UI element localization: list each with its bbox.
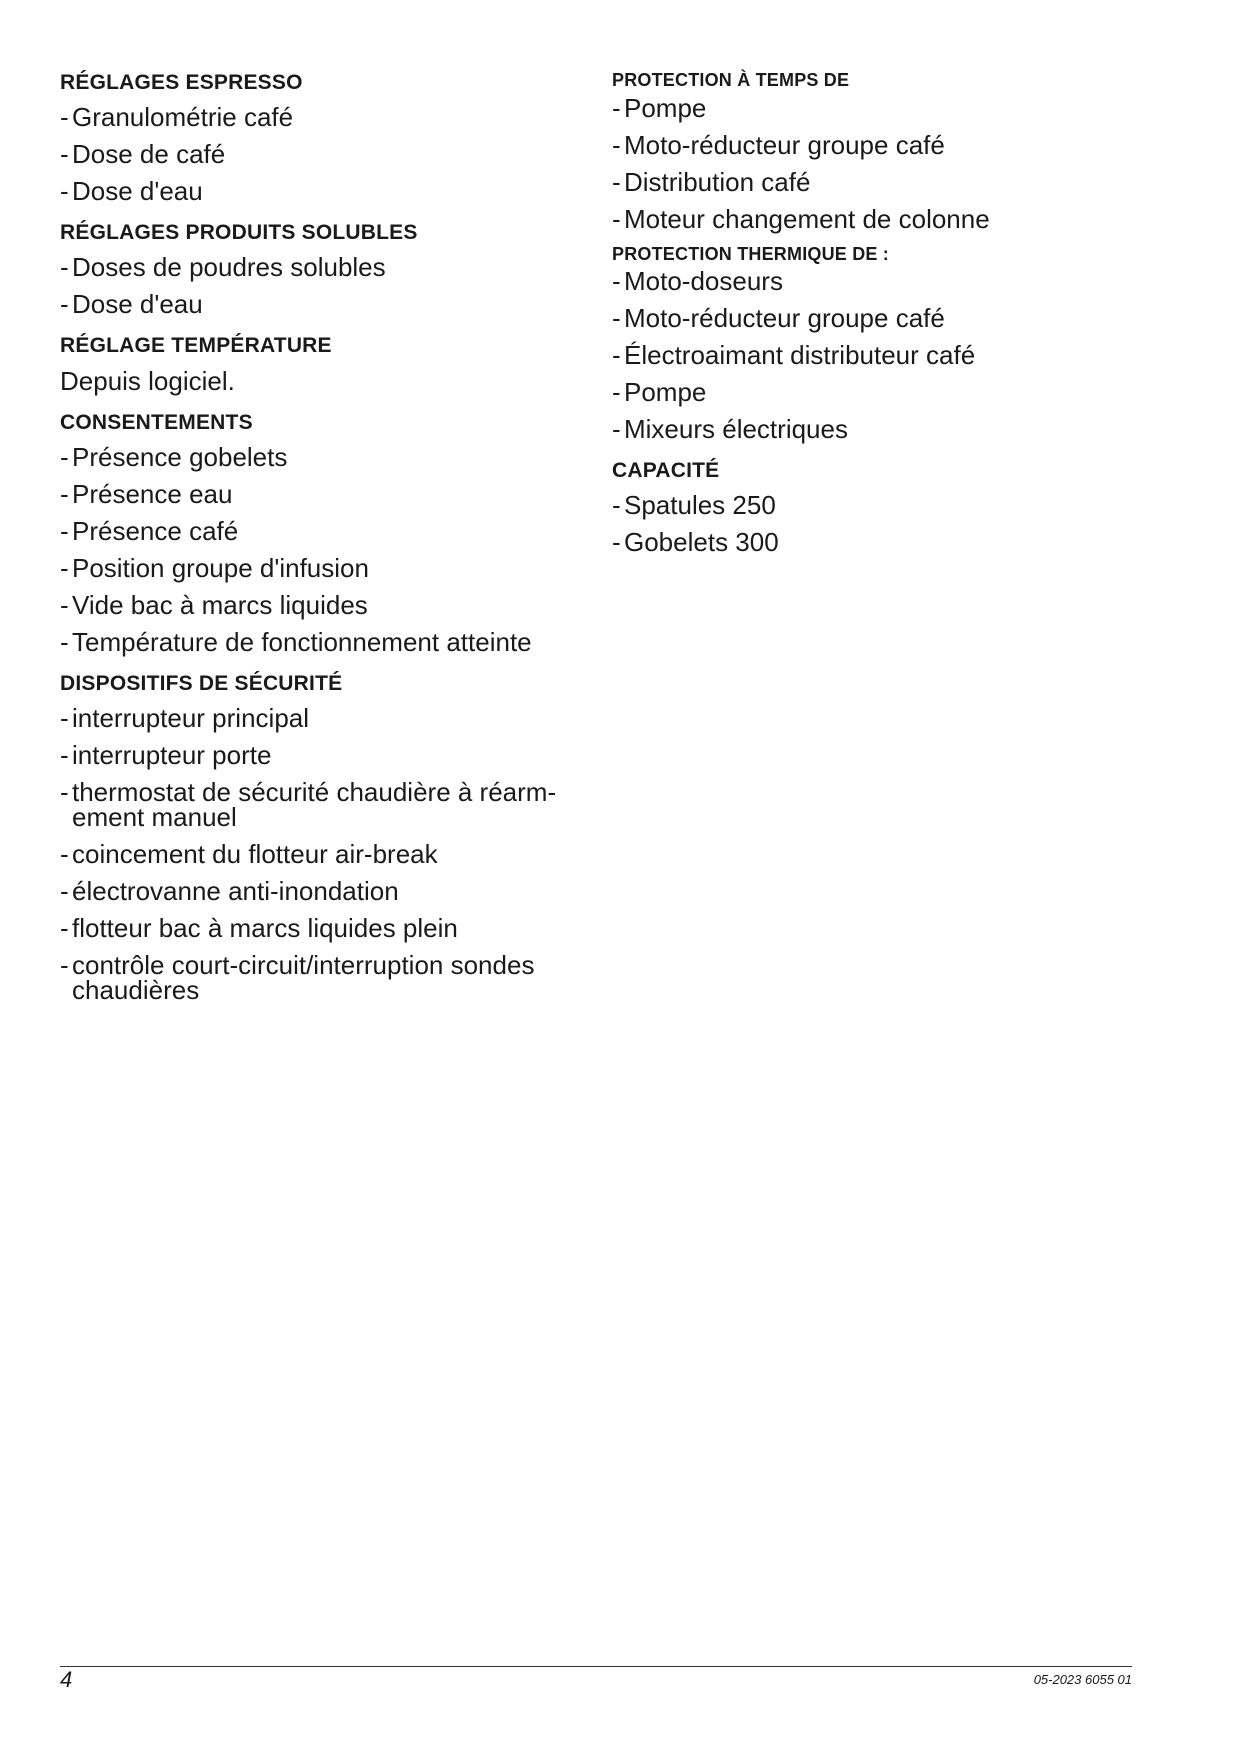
list-item: - interrupteur porte xyxy=(60,743,580,768)
list-item: - Pompe xyxy=(612,380,1132,405)
list-item: - Moto-doseurs xyxy=(612,269,1132,294)
item-list xyxy=(60,252,580,320)
section-heading: CONSENTEMENTS xyxy=(60,410,253,434)
item-list xyxy=(60,702,580,1005)
page-number: 4 xyxy=(60,1667,73,1692)
section-heading: DISPOSITIFS DE SÉCURITÉ xyxy=(60,671,343,695)
list-item: - Dose d'eau xyxy=(60,179,580,204)
section-text: Depuis logiciel. xyxy=(60,365,235,396)
list-item: - contrôle court-circuit/interruption sondes chaudières xyxy=(60,953,580,1003)
item-list xyxy=(60,102,580,207)
left-column xyxy=(60,70,580,1019)
list-item: - thermostat de sécurité chaudière à réarm-ement manuel xyxy=(60,780,580,830)
section-dispositifs-securite xyxy=(60,671,580,1003)
section-heading: RÉGLAGE TEMPÉRATURE xyxy=(60,334,332,358)
list-item: - Présence gobelets xyxy=(60,445,580,470)
list-item: - Température de fonctionnement atteinte xyxy=(60,630,580,655)
section-reglages-produits-solubles xyxy=(60,220,580,320)
item-list xyxy=(60,441,580,657)
list-item: - Présence café xyxy=(60,519,580,544)
list-item: - Moto-réducteur groupe café xyxy=(612,306,1132,331)
section-reglages-espresso xyxy=(60,70,580,207)
list-item: - Dose de café xyxy=(60,142,580,167)
list-item: - Électroaimant distributeur café xyxy=(612,343,1132,368)
list-item: - Spatules 250 xyxy=(612,493,1132,518)
footer-divider xyxy=(60,1666,1132,1667)
document-code: 05-2023 6055 01 xyxy=(1033,1672,1132,1687)
section-heading: PROTECTION À TEMPS DE xyxy=(612,70,850,90)
section-consentements xyxy=(60,410,580,655)
list-item: - Vide bac à marcs liquides xyxy=(60,593,580,618)
section-reglage-temperature xyxy=(60,333,580,396)
list-item: - interrupteur principal xyxy=(60,706,580,731)
list-item: - Pompe xyxy=(612,96,1132,121)
section-capacite xyxy=(612,458,1132,558)
list-item: - Moto-réducteur groupe café xyxy=(612,133,1132,158)
list-item: - Granulométrie café xyxy=(60,105,580,130)
section-protection-thermique xyxy=(612,244,1132,443)
right-column xyxy=(612,70,1132,571)
section-heading: CAPACITÉ xyxy=(612,459,720,483)
list-item: - Position groupe d'infusion xyxy=(60,556,580,581)
item-list xyxy=(612,490,1132,558)
item-list xyxy=(612,92,1132,234)
section-heading: RÉGLAGES PRODUITS SOLUBLES xyxy=(60,221,418,245)
list-item: - Distribution café xyxy=(612,170,1132,195)
item-list xyxy=(612,266,1132,445)
list-item: - électrovanne anti-inondation xyxy=(60,879,580,904)
list-item: - coincement du flotteur air-break xyxy=(60,842,580,867)
list-item: - Présence eau xyxy=(60,482,580,507)
section-heading: RÉGLAGES ESPRESSO xyxy=(60,71,303,94)
list-item: - Mixeurs électriques xyxy=(612,417,1132,442)
section-heading: PROTECTION THERMIQUE DE : xyxy=(612,243,890,264)
section-protection-temps xyxy=(612,70,1132,232)
list-item: - Doses de poudres solubles xyxy=(60,255,580,280)
list-item: - Moteur changement de colonne xyxy=(612,207,1132,232)
list-item: - Gobelets 300 xyxy=(612,530,1132,555)
list-item: - Dose d'eau xyxy=(60,292,580,317)
list-item: - flotteur bac à marcs liquides plein xyxy=(60,916,580,941)
